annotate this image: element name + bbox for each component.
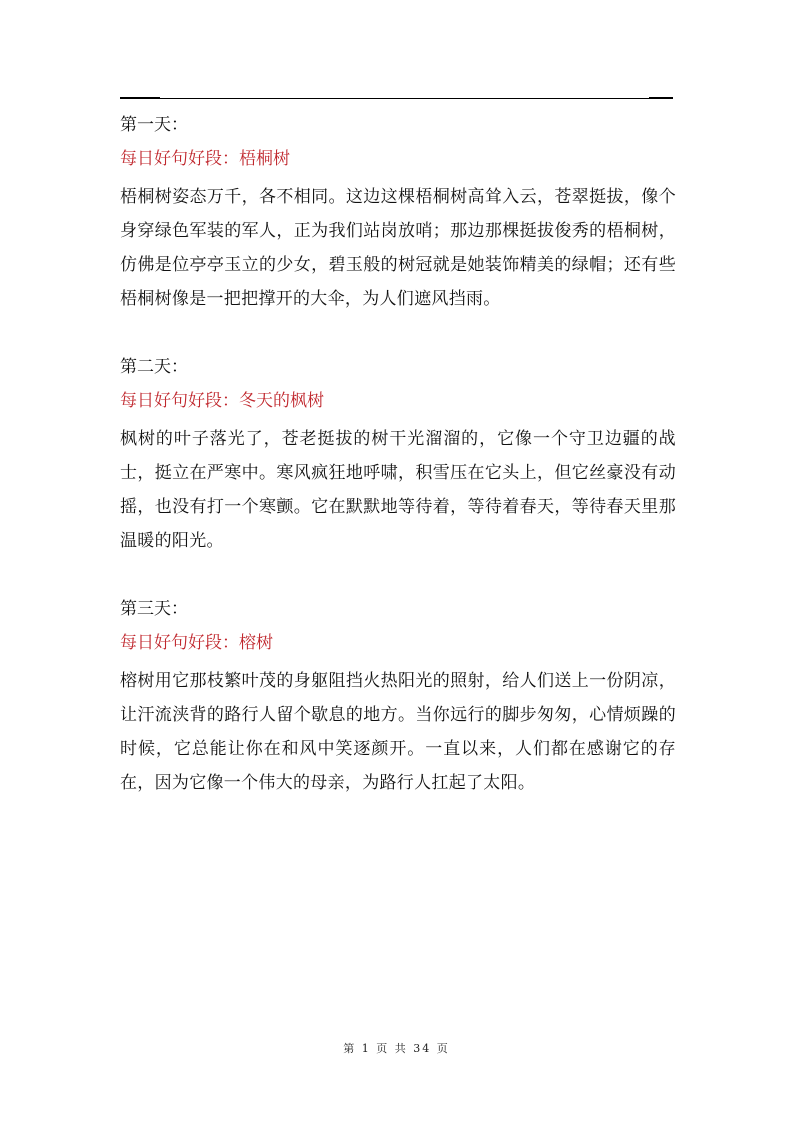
section-title: 每日好句好段：冬天的枫树: [120, 391, 324, 411]
section-paragraph: 梧桐树姿态万千，各不相同。这边这棵梧桐树高耸入云，苍翠挺拔，像个身穿绿色军装的军人，正为我们站岗放哨；那边那棵挺拔俊秀的梧桐树，仿佛是位亭亭玉立的少女，碧玉般的树冠就是她装饰精美的绿帽；还有些梧桐树像是一把把撑开的大伞，为人们遮风挡雨。: [120, 187, 676, 309]
section-title: 每日好句好段：榕树: [120, 633, 273, 653]
section-title: 每日好句好段：梧桐树: [120, 149, 290, 169]
page-footer: 第 1 页 共 34 页: [343, 1042, 450, 1055]
day-label: 第一天：: [120, 115, 188, 135]
day-label: 第二天：: [120, 357, 188, 377]
document-body: [120, 108, 676, 834]
section-day-2: [120, 350, 676, 558]
section-day-1: [120, 108, 676, 316]
header-rule-left-tick: [120, 97, 160, 98]
header-rule: [120, 98, 673, 99]
header-rule-right-tick: [649, 97, 673, 98]
section-paragraph: 枫树的叶子落光了，苍老挺拔的树干光溜溜的，它像一个守卫边疆的战士，挺立在严寒中。寒风疯狂地呼啸，积雪压在它头上，但它丝豪没有动摇，也没有打一个寒颤。它在默默地等待着，等待着春天，等待春天里那温暖的阳光。: [120, 429, 676, 551]
section-day-3: [120, 592, 676, 800]
section-paragraph: 榕树用它那枝繁叶茂的身躯阻挡火热阳光的照射，给人们送上一份阴凉，让汗流浃背的路行人留个歇息的地方。当你远行的脚步匆匆，心情烦躁的时候，它总能让你在和风中笑逐颜开。一直以来，人们都在感谢它的存在，因为它像一个伟大的母亲，为路行人扛起了太阳。: [120, 671, 676, 793]
day-label: 第三天：: [120, 599, 188, 619]
